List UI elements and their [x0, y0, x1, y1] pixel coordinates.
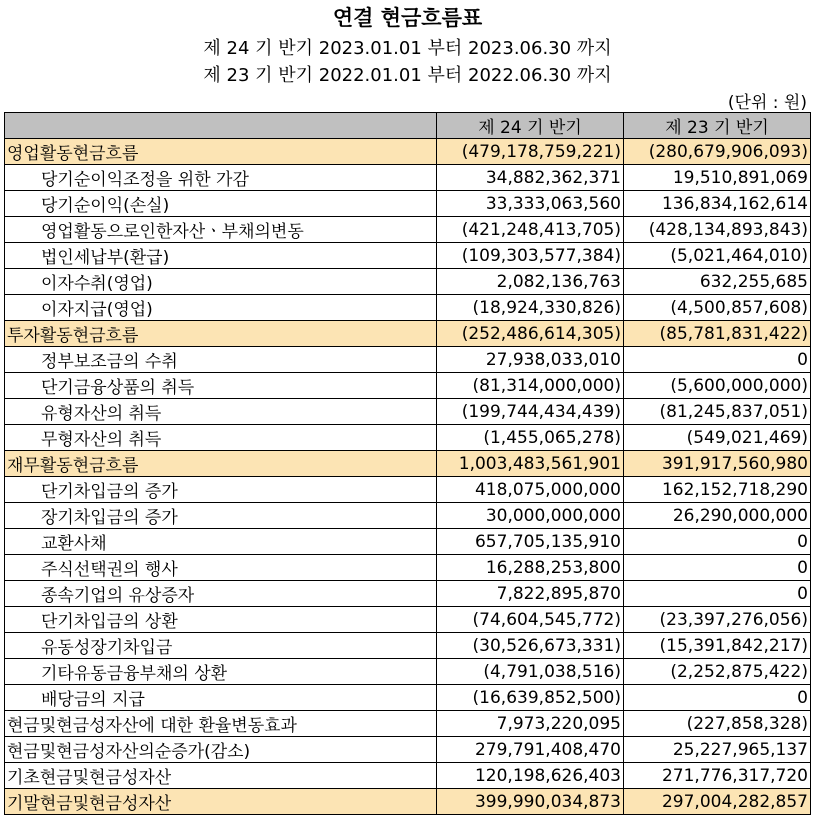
row-label: 단기금융상품의 취득: [5, 373, 437, 399]
row-value-current: 7,973,220,095: [437, 711, 624, 737]
row-value-current: 1,003,483,561,901: [437, 451, 624, 477]
table-row: [5, 217, 811, 243]
table-row: [5, 659, 811, 685]
row-value-prior: 0: [624, 529, 811, 555]
row-value-current: (16,639,852,500): [437, 685, 624, 711]
row-value-current: 120,198,626,403: [437, 763, 624, 789]
row-label: 당기순이익조정을 위한 가감: [5, 165, 437, 191]
row-value-current: (199,744,434,439): [437, 399, 624, 425]
row-label: 교환사채: [5, 529, 437, 555]
row-label: 영업활동으로인한자산ㆍ부채의변동: [5, 217, 437, 243]
table-header-row: [5, 113, 811, 139]
row-value-current: 657,705,135,910: [437, 529, 624, 555]
row-label: 기타유동금융부채의 상환: [5, 659, 437, 685]
table-row: [5, 607, 811, 633]
table-row: [5, 685, 811, 711]
row-label: 기말현금및현금성자산: [5, 789, 437, 815]
row-value-current: (421,248,413,705): [437, 217, 624, 243]
table-row: [5, 165, 811, 191]
row-value-current: 7,822,895,870: [437, 581, 624, 607]
row-value-prior: (2,252,875,422): [624, 659, 811, 685]
row-label: 영업활동현금흐름: [5, 139, 437, 165]
cash-flow-table: [4, 112, 811, 815]
row-label: 종속기업의 유상증자: [5, 581, 437, 607]
row-value-current: (479,178,759,221): [437, 139, 624, 165]
row-label: 배당금의 지급: [5, 685, 437, 711]
period-current: 제 24 기 반기 2023.01.01 부터 2023.06.30 까지: [203, 38, 612, 59]
row-value-prior: (5,600,000,000): [624, 373, 811, 399]
period-prior: 제 23 기 반기 2022.01.01 부터 2022.06.30 까지: [203, 65, 612, 86]
row-value-prior: 391,917,560,980: [624, 451, 811, 477]
table-row: [5, 633, 811, 659]
row-label: 유동성장기차입금: [5, 633, 437, 659]
table-row: [5, 555, 811, 581]
table-row: [5, 581, 811, 607]
row-value-prior: (5,021,464,010): [624, 243, 811, 269]
row-value-current: 399,990,034,873: [437, 789, 624, 815]
row-value-current: (252,486,614,305): [437, 321, 624, 347]
row-label: 장기차입금의 증가: [5, 503, 437, 529]
row-value-prior: 297,004,282,857: [624, 789, 811, 815]
row-value-current: (109,303,577,384): [437, 243, 624, 269]
row-label: 단기차입금의 상환: [5, 607, 437, 633]
page-title: 연결 현금흐름표: [332, 6, 483, 30]
row-value-current: 279,791,408,470: [437, 737, 624, 763]
row-value-prior: 271,776,317,720: [624, 763, 811, 789]
column-header-current: 제 24 기 반기: [437, 113, 624, 139]
row-value-current: 34,882,362,371: [437, 165, 624, 191]
table-row: [5, 737, 811, 763]
row-value-current: (4,791,038,516): [437, 659, 624, 685]
column-header-prior: 제 23 기 반기: [624, 113, 811, 139]
row-value-prior: (280,679,906,093): [624, 139, 811, 165]
row-value-current: 30,000,000,000: [437, 503, 624, 529]
row-value-current: 16,288,253,800: [437, 555, 624, 581]
row-value-prior: (4,500,857,608): [624, 295, 811, 321]
row-value-prior: (15,391,842,217): [624, 633, 811, 659]
row-label: 재무활동현금흐름: [5, 451, 437, 477]
row-value-prior: 162,152,718,290: [624, 477, 811, 503]
table-row: [5, 763, 811, 789]
row-value-prior: 0: [624, 581, 811, 607]
row-value-current: 2,082,136,763: [437, 269, 624, 295]
row-label: 기초현금및현금성자산: [5, 763, 437, 789]
row-value-prior: 26,290,000,000: [624, 503, 811, 529]
row-label: 법인세납부(환급): [5, 243, 437, 269]
table-row: [5, 711, 811, 737]
row-label: 현금및현금성자산의순증가(감소): [5, 737, 437, 763]
row-label: 당기순이익(손실): [5, 191, 437, 217]
row-label: 이자지급(영업): [5, 295, 437, 321]
row-label: 정부보조금의 수취: [5, 347, 437, 373]
table-row: [5, 529, 811, 555]
row-value-prior: 632,255,685: [624, 269, 811, 295]
table-row: [5, 191, 811, 217]
table-row: [5, 295, 811, 321]
table-row: [5, 243, 811, 269]
row-value-current: 33,333,063,560: [437, 191, 624, 217]
row-value-prior: (428,134,893,843): [624, 217, 811, 243]
row-value-prior: (23,397,276,056): [624, 607, 811, 633]
table-row: [5, 451, 811, 477]
table-row: [5, 789, 811, 815]
row-value-prior: (85,781,831,422): [624, 321, 811, 347]
table-row: [5, 269, 811, 295]
column-header-label: [5, 113, 437, 139]
unit-label: (단위 : 원): [727, 93, 807, 113]
row-value-prior: 0: [624, 347, 811, 373]
row-label: 현금및현금성자산에 대한 환율변동효과: [5, 711, 437, 737]
table-row: [5, 425, 811, 451]
row-value-current: (1,455,065,278): [437, 425, 624, 451]
row-label: 단기차입금의 증가: [5, 477, 437, 503]
row-value-prior: (81,245,837,051): [624, 399, 811, 425]
row-label: 무형자산의 취득: [5, 425, 437, 451]
table-row: [5, 321, 811, 347]
row-value-prior: 0: [624, 685, 811, 711]
row-label: 이자수취(영업): [5, 269, 437, 295]
row-value-prior: (549,021,469): [624, 425, 811, 451]
row-label: 주식선택권의 행사: [5, 555, 437, 581]
row-value-prior: 136,834,162,614: [624, 191, 811, 217]
table-row: [5, 399, 811, 425]
row-value-current: (81,314,000,000): [437, 373, 624, 399]
row-value-current: (18,924,330,826): [437, 295, 624, 321]
row-value-prior: 25,227,965,137: [624, 737, 811, 763]
row-value-current: (74,604,545,772): [437, 607, 624, 633]
row-label: 투자활동현금흐름: [5, 321, 437, 347]
row-label: 유형자산의 취득: [5, 399, 437, 425]
row-value-current: (30,526,673,331): [437, 633, 624, 659]
row-value-current: 418,075,000,000: [437, 477, 624, 503]
table-row: [5, 139, 811, 165]
table-row: [5, 347, 811, 373]
table-row: [5, 477, 811, 503]
row-value-prior: 19,510,891,069: [624, 165, 811, 191]
row-value-current: 27,938,033,010: [437, 347, 624, 373]
table-body: [5, 139, 811, 815]
table-row: [5, 373, 811, 399]
table-row: [5, 503, 811, 529]
row-value-prior: 0: [624, 555, 811, 581]
row-value-prior: (227,858,328): [624, 711, 811, 737]
